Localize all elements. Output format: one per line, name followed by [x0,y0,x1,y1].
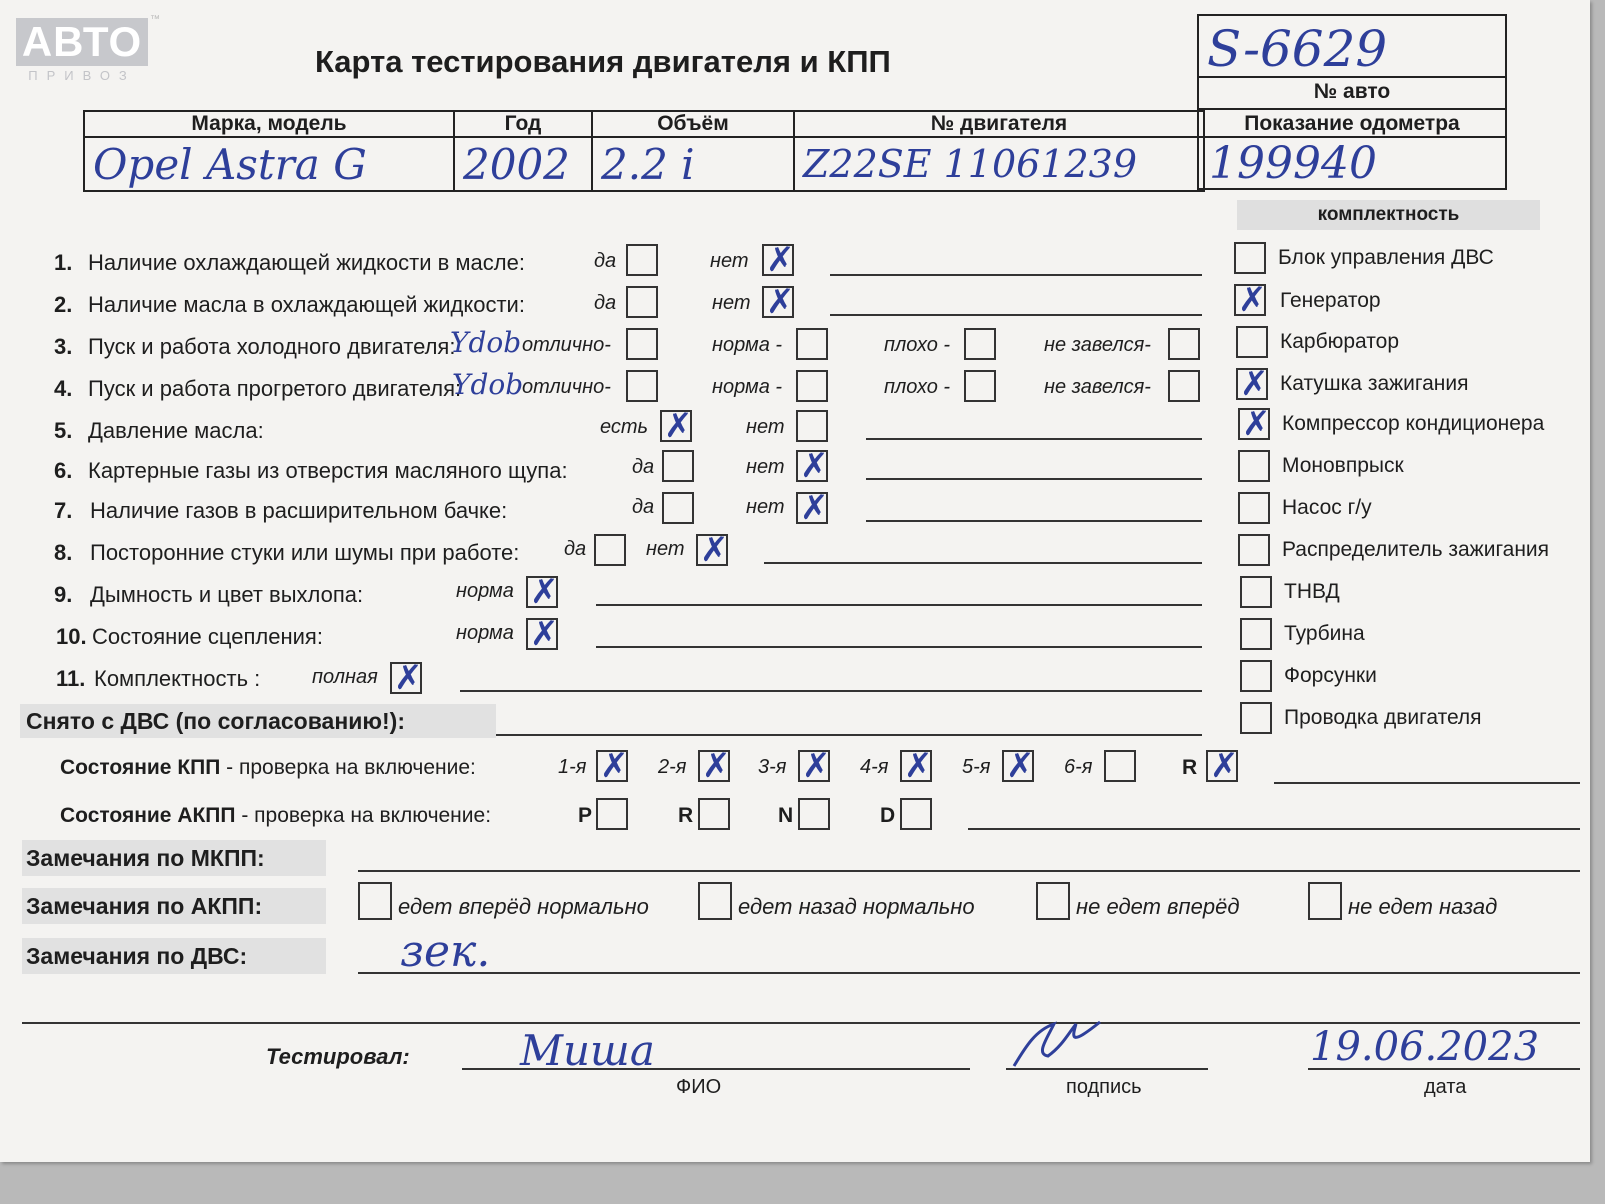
check-6-opt-no: нет [746,456,785,478]
odometer-value: 199940 [1209,138,1377,189]
check-4-excellent-checkbox[interactable] [626,370,658,402]
kpp-gear-4-label: 4-я [860,756,889,778]
kpp-gear-5-checkbox[interactable] [1002,750,1034,782]
logo-trademark: ™ [150,14,160,25]
check-1-opt-yes: да [594,250,617,272]
check-10-opt-normal: норма [456,622,514,644]
vehicle-info-table [83,110,1205,192]
check-5-opt-absent: нет [746,416,785,438]
check-2-no-checkbox[interactable] [762,286,794,318]
akpp-label-bold: Состояние АКПП [60,804,236,827]
akpp-no-backward-label: не едет назад [1348,894,1498,919]
tester-name: Миша [520,1026,655,1075]
signature-mark [1006,1016,1106,1072]
komplekt-monoinjection-label: Моновпрыск [1282,454,1404,477]
akpp-label-rest: - проверка на включение: [235,804,492,827]
akpp-no-backward-checkbox[interactable] [1308,882,1342,920]
logo-text: АВТО [21,18,143,65]
page-title: Карта тестирования двигателя и КПП [315,44,891,79]
check-4-bad-checkbox[interactable] [964,370,996,402]
check-8-opt-no: нет [646,538,685,560]
check-6-yes-checkbox[interactable] [662,450,694,482]
check-4-note: Ydob [452,368,524,401]
check-3-excellent-checkbox[interactable] [626,328,658,360]
check-6-opt-yes: да [632,456,655,478]
col-make-model: Марка, модель [84,111,454,137]
check-8-label: Посторонние стуки или шумы при работе: [90,540,520,565]
value-engine-number: Z22SE 11061239 [794,137,1204,191]
komplekt-ecu-label: Блок управления ДВС [1278,246,1494,269]
komplekt-injectors-checkbox[interactable] [1240,660,1272,692]
check-5-number: 5. [54,418,73,443]
check-1-label: Наличие охлаждающей жидкости в масле: [88,250,525,275]
kpp-label-bold: Состояние КПП [60,756,221,779]
check-4-normal-checkbox[interactable] [796,370,828,402]
check-1-opt-no: нет [710,250,749,272]
akpp-gear-d-label: D [880,804,896,827]
check-4-opt-normal: норма - [712,376,783,398]
check-4-opt-nostart: не завелся- [1044,376,1151,398]
komplekt-ignition-coil-label: Катушка зажигания [1280,372,1469,395]
signature-label: подпись [1066,1076,1142,1098]
car-number-label: № авто [1313,80,1391,103]
komplekt-tnvd-checkbox[interactable] [1240,576,1272,608]
odometer-label: Показание одометра [1244,112,1460,135]
check-4-opt-bad: плохо - [884,376,951,398]
check-3-opt-bad: плохо - [884,334,951,356]
test-date: 19.06.2023 [1310,1024,1540,1070]
check-10-normal-checkbox[interactable] [526,618,558,650]
akpp-no-forward-checkbox[interactable] [1036,882,1070,920]
komplekt-ac-compressor-label: Компрессор кондиционера [1282,412,1545,435]
col-engine-number: № двигателя [794,111,1204,137]
check-7-number: 7. [54,498,73,523]
check-7-label: Наличие газов в расширительном бачке: [90,498,508,523]
check-1-no-checkbox[interactable] [762,244,794,276]
remarks-mkpp-label: Замечания по МКПП: [22,840,326,876]
check-10-number: 10. [56,624,87,649]
akpp-backward-ok-checkbox[interactable] [698,882,732,920]
check-3-opt-excellent: отлично- [522,334,611,356]
komplekt-tnvd-label: ТНВД [1284,580,1340,603]
check-3-opt-normal: норма - [712,334,783,356]
avto-privoz-logo [16,18,148,66]
kpp-row-label [60,756,476,780]
akpp-gear-n-label: N [778,804,794,827]
komplekt-turbo-checkbox[interactable] [1240,618,1272,650]
check-5-opt-present: есть [600,416,649,438]
tested-by-label: Тестировал: [266,1044,410,1069]
akpp-row-label [60,804,491,828]
value-volume: 2.2 i [592,137,794,191]
check-4-label: Пуск и работа прогретого двигателя: [88,376,462,401]
komplekt-injectors-label: Форсунки [1284,664,1377,687]
check-5-absent-checkbox[interactable] [796,410,828,442]
akpp-forward-ok-label: едет вперёд нормально [398,894,649,919]
check-7-yes-checkbox[interactable] [662,492,694,524]
col-year: Год [454,111,592,137]
check-6-number: 6. [54,458,73,483]
kpp-gear-2-label: 2-я [658,756,687,778]
check-3-label: Пуск и работа холодного двигателя: [88,334,456,359]
kpp-gear-6-label: 6-я [1064,756,1093,778]
komplekt-generator-checkbox[interactable] [1234,284,1266,316]
check-3-opt-nostart: не завелся- [1044,334,1151,356]
check-7-opt-yes: да [632,496,655,518]
check-6-no-checkbox[interactable] [796,450,828,482]
kpp-gear-3-label: 3-я [758,756,787,778]
check-11-full-checkbox[interactable] [390,662,422,694]
remarks-dvs-label: Замечания по ДВС: [22,938,326,974]
check-4-opt-excellent: отлично- [522,376,611,398]
check-3-nostart-checkbox[interactable] [1168,328,1200,360]
komplekt-distributor-checkbox[interactable] [1238,534,1270,566]
komplekt-wiring-label: Проводка двигателя [1284,706,1482,729]
akpp-gear-r-checkbox[interactable] [698,798,730,830]
komplekt-turbo-label: Турбина [1284,622,1365,645]
komplekt-generator-label: Генератор [1280,289,1381,312]
akpp-no-forward-label: не едет вперёд [1076,894,1240,919]
remarks-akpp-label: Замечания по АКПП: [22,888,326,924]
akpp-forward-ok-checkbox[interactable] [358,882,392,920]
removed-label: Снято с ДВС (по согласованию!): [20,704,496,738]
check-8-number: 8. [54,540,73,565]
kpp-label-rest: - проверка на включение: [220,756,476,779]
check-11-number: 11. [56,666,86,691]
check-3-number: 3. [54,334,73,359]
akpp-backward-ok-label: едет назад нормально [738,894,975,919]
check-10-label: Состояние сцепления: [92,624,323,649]
check-2-yes-checkbox[interactable] [626,286,658,318]
komplekt-monoinjection-checkbox[interactable] [1238,450,1270,482]
check-8-no-checkbox[interactable] [696,534,728,566]
check-7-opt-no: нет [746,496,785,518]
kpp-gear-3-checkbox[interactable] [798,750,830,782]
akpp-gear-r-label: R [678,804,694,827]
car-number: S-6629 [1207,20,1388,78]
check-9-opt-normal: норма [456,580,514,602]
kpp-gear-4-checkbox[interactable] [900,750,932,782]
check-2-opt-yes: да [594,292,617,314]
kpp-gear-r-label: R [1182,756,1198,779]
komplekt-ignition-coil-checkbox[interactable] [1236,368,1268,400]
komplekt-distributor-label: Распределитель зажигания [1282,538,1550,561]
check-1-yes-checkbox[interactable] [626,244,658,276]
check-8-yes-checkbox[interactable] [594,534,626,566]
logo-subtitle: ПРИВОЗ [28,68,136,83]
komplekt-ecu-checkbox[interactable] [1234,242,1266,274]
check-1-number: 1. [54,250,73,275]
check-2-number: 2. [54,292,73,317]
akpp-gear-p-checkbox[interactable] [596,798,628,830]
komplekt-title: комплектность [1237,200,1540,230]
komplekt-ps-pump-checkbox[interactable] [1238,492,1270,524]
check-8-opt-yes: да [564,538,587,560]
check-11-label: Комплектность : [94,666,261,691]
check-5-label: Давление масла: [88,418,264,443]
check-7-no-checkbox[interactable] [796,492,828,524]
value-make-model: Opel Astra G [84,137,454,191]
date-label: дата [1424,1076,1467,1098]
fio-label: ФИО [676,1076,722,1098]
komplekt-carburetor-label: Карбюратор [1280,330,1400,353]
col-volume: Объём [592,111,794,137]
car-number-box [1197,14,1507,190]
check-4-nostart-checkbox[interactable] [1168,370,1200,402]
check-3-note: Ydob [450,326,522,359]
remarks-dvs-value: зек. [400,926,491,977]
check-3-bad-checkbox[interactable] [964,328,996,360]
komplekt-carburetor-checkbox[interactable] [1236,326,1268,358]
check-2-opt-no: нет [712,292,751,314]
kpp-gear-1-label: 1-я [558,756,587,778]
check-11-opt-full: полная [312,666,378,688]
kpp-gear-6-checkbox[interactable] [1104,750,1136,782]
check-9-label: Дымность и цвет выхлопа: [90,582,364,607]
check-2-label: Наличие масла в охлаждающей жидкости: [88,292,525,317]
komplekt-ac-compressor-checkbox[interactable] [1238,408,1270,440]
check-6-label: Картерные газы из отверстия масляного щупа: [88,458,568,483]
akpp-gear-n-checkbox[interactable] [798,798,830,830]
kpp-gear-r-checkbox[interactable] [1206,750,1238,782]
kpp-gear-5-label: 5-я [962,756,991,778]
komplekt-wiring-checkbox[interactable] [1240,702,1272,734]
check-9-number: 9. [54,582,73,607]
check-4-number: 4. [54,376,73,401]
check-5-present-checkbox[interactable] [660,410,692,442]
value-year: 2002 [454,137,592,191]
kpp-gear-2-checkbox[interactable] [698,750,730,782]
check-3-normal-checkbox[interactable] [796,328,828,360]
kpp-gear-1-checkbox[interactable] [596,750,628,782]
akpp-gear-d-checkbox[interactable] [900,798,932,830]
check-9-normal-checkbox[interactable] [526,576,558,608]
komplekt-ps-pump-label: Насос г/у [1282,496,1372,519]
akpp-gear-p-label: P [578,804,593,827]
